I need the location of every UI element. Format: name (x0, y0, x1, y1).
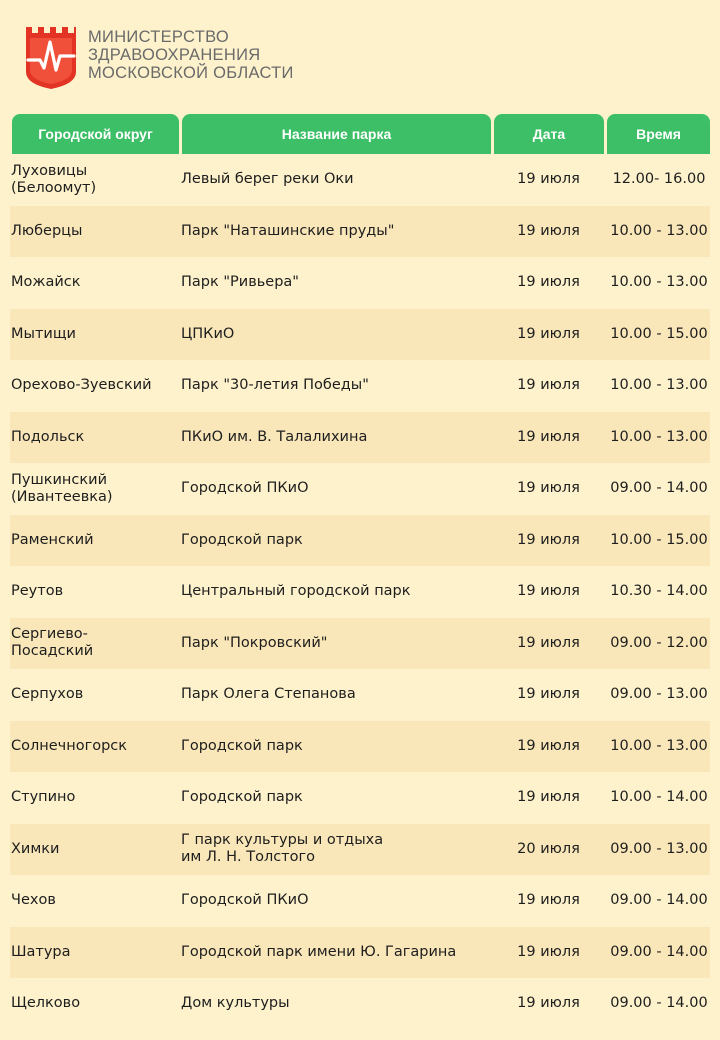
cell-date: 19 июля (517, 531, 580, 548)
column-header-park: Название парка (182, 114, 491, 154)
table-row (10, 412, 710, 464)
cell-time: 10.00 - 13.00 (610, 377, 708, 394)
cell-time: 09.00 - 14.00 (610, 995, 708, 1012)
cell-time: 09.00 - 13.00 (610, 686, 708, 703)
organization-name-line: МОСКОВСКОЙ ОБЛАСТИ (88, 64, 294, 82)
table-row (10, 360, 710, 412)
cell-time: 10.00 - 13.00 (610, 274, 708, 291)
table-row (10, 463, 710, 515)
column-header-district: Городской округ (12, 114, 179, 154)
table-header (12, 114, 710, 154)
cell-time: 10.30 - 14.00 (610, 583, 708, 600)
cell-district: Можайск (11, 274, 81, 291)
table-row (10, 824, 710, 876)
cell-district: Раменский (11, 531, 94, 548)
cell-district: Пушкинский (Ивантеевка) (11, 471, 113, 505)
cell-time: 10.00 - 13.00 (610, 737, 708, 754)
cell-date: 20 июля (517, 840, 580, 857)
table-row (10, 154, 710, 206)
organization-name-line: МИНИСТЕРСТВО (88, 28, 229, 46)
cell-park-name: Дом культуры (181, 995, 290, 1012)
cell-park-name: Парк Олега Степанова (181, 686, 356, 703)
table-row (10, 721, 710, 773)
cell-park-name: Парк "30-летия Победы" (181, 377, 369, 394)
cell-park-name: Г парк культуры и отдыха им Л. Н. Толстого (181, 832, 384, 866)
cell-date: 19 июля (517, 737, 580, 754)
cell-district: Ступино (11, 789, 76, 806)
cell-date: 19 июля (517, 892, 580, 909)
cell-park-name: Городской парк имени Ю. Гагарина (181, 943, 457, 960)
cell-date: 19 июля (517, 789, 580, 806)
cell-park-name: Центральный городской парк (181, 583, 411, 600)
ministry-logo (24, 24, 324, 94)
cell-time: 09.00 - 14.00 (610, 480, 708, 497)
cell-district: Подольск (11, 428, 85, 445)
cell-date: 19 июля (517, 274, 580, 291)
cell-district: Серпухов (11, 686, 84, 703)
cell-date: 19 июля (517, 428, 580, 445)
cell-date: 19 июля (517, 995, 580, 1012)
cell-district: Луховицы (Белоомут) (11, 162, 97, 196)
cell-district: Чехов (11, 892, 56, 909)
cell-time: 09.00 - 13.00 (610, 840, 708, 857)
table-row (10, 669, 710, 721)
cell-date: 19 июля (517, 222, 580, 239)
cell-time: 09.00 - 14.00 (610, 892, 708, 909)
cell-date: 19 июля (517, 377, 580, 394)
table-row (10, 772, 710, 824)
cell-park-name: Городской ПКиО (181, 480, 309, 497)
table-row (10, 927, 710, 979)
column-header-date: Дата (494, 114, 604, 154)
moscow-oblast-health-emblem-icon (24, 24, 78, 90)
table-row (10, 257, 710, 309)
cell-time: 12.00- 16.00 (612, 171, 706, 188)
cell-time: 10.00 - 15.00 (610, 531, 708, 548)
cell-date: 19 июля (517, 686, 580, 703)
cell-district: Химки (11, 840, 60, 857)
cell-time: 10.00 - 15.00 (610, 325, 708, 342)
cell-district: Солнечногорск (11, 737, 128, 754)
cell-park-name: Парк "Покровский" (181, 634, 328, 651)
table-row (10, 978, 710, 1030)
cell-date: 19 июля (517, 325, 580, 342)
cell-park-name: Городской ПКиО (181, 892, 309, 909)
organization-name (88, 28, 294, 82)
cell-park-name: ЦПКиО (181, 325, 235, 342)
column-header-time: Время (607, 114, 710, 154)
table-row (10, 875, 710, 927)
cell-park-name: Левый берег реки Оки (181, 171, 354, 188)
cell-park-name: Городской парк (181, 737, 303, 754)
cell-district: Мытищи (11, 325, 76, 342)
table-row (10, 566, 710, 618)
cell-time: 09.00 - 12.00 (610, 634, 708, 651)
cell-date: 19 июля (517, 634, 580, 651)
cell-park-name: Парк "Ривьера" (181, 274, 299, 291)
cell-date: 19 июля (517, 943, 580, 960)
cell-district: Орехово-Зуевский (11, 377, 152, 394)
table-row (10, 206, 710, 258)
cell-park-name: ПКиО им. В. Талалихина (181, 428, 368, 445)
cell-time: 10.00 - 13.00 (610, 222, 708, 239)
table-row (10, 309, 710, 361)
cell-time: 09.00 - 14.00 (610, 943, 708, 960)
cell-park-name: Парк "Наташинские пруды" (181, 222, 395, 239)
cell-date: 19 июля (517, 583, 580, 600)
cell-park-name: Городской парк (181, 789, 303, 806)
cell-date: 19 июля (517, 480, 580, 497)
schedule-table-body (10, 154, 710, 1030)
organization-name-line: ЗДРАВООХРАНЕНИЯ (88, 46, 261, 64)
cell-district: Щелково (11, 995, 81, 1012)
cell-date: 19 июля (517, 171, 580, 188)
table-row (10, 515, 710, 567)
cell-district: Сергиево- Посадский (11, 626, 94, 660)
cell-district: Люберцы (11, 222, 83, 239)
cell-time: 10.00 - 14.00 (610, 789, 708, 806)
cell-time: 10.00 - 13.00 (610, 428, 708, 445)
cell-district: Шатура (11, 943, 71, 960)
cell-park-name: Городской парк (181, 531, 303, 548)
cell-district: Реутов (11, 583, 64, 600)
table-row (10, 618, 710, 670)
